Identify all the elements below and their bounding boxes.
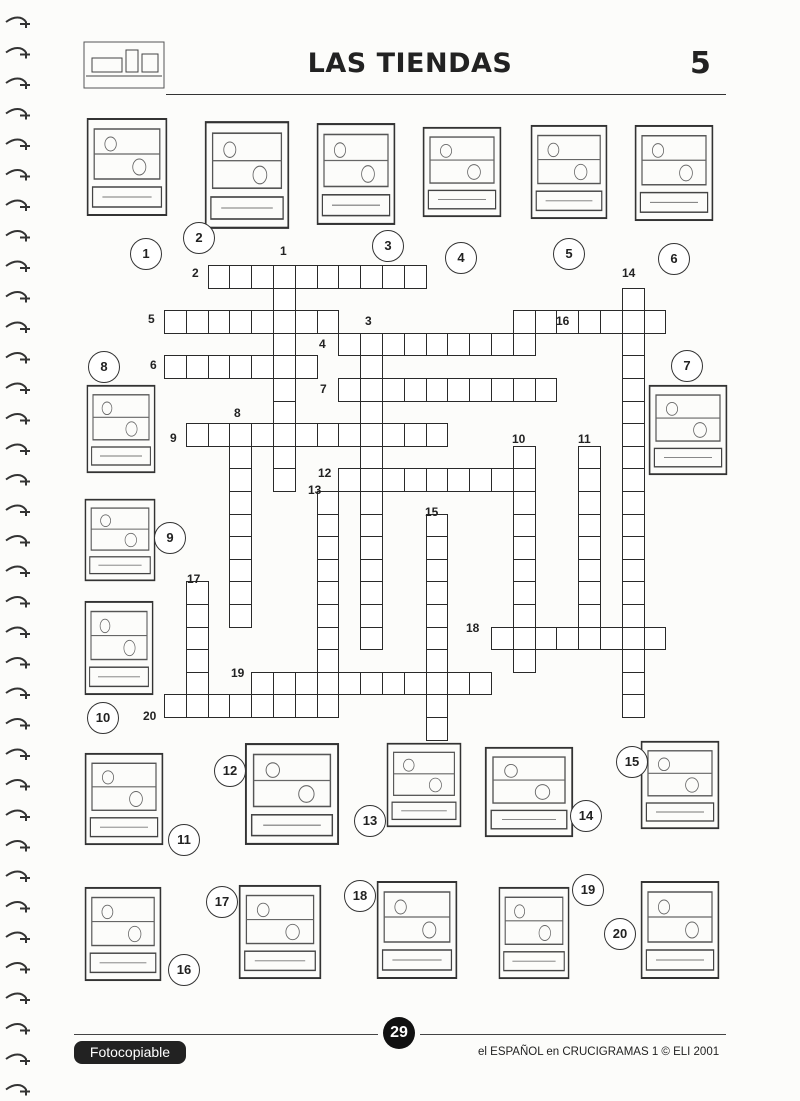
page-title: LAS TIENDAS <box>307 48 513 79</box>
crossword-cell[interactable] <box>229 604 252 628</box>
crossword-cell[interactable] <box>513 649 536 673</box>
crossword-cell[interactable] <box>513 581 536 605</box>
crossword-cell[interactable] <box>229 265 252 289</box>
shop-illustration-13 <box>386 742 462 828</box>
crossword-cell[interactable] <box>513 378 536 402</box>
crossword-cell[interactable] <box>491 333 514 357</box>
crossword-cell[interactable] <box>622 672 645 696</box>
clue-number: 3 <box>365 314 372 328</box>
clue-number: 13 <box>308 483 322 497</box>
crossword-cell[interactable] <box>317 559 340 583</box>
crossword-cell[interactable] <box>273 265 296 289</box>
clue-number: 19 <box>231 666 245 680</box>
crossword-cell[interactable] <box>295 694 318 718</box>
crossword-cell[interactable] <box>273 672 296 696</box>
crossword-cell[interactable] <box>317 672 340 696</box>
crossword-cell[interactable] <box>317 694 340 718</box>
crossword-cell[interactable] <box>535 378 558 402</box>
crossword-cell[interactable] <box>360 355 383 379</box>
clue-number: 17 <box>187 572 201 586</box>
crossword-cell[interactable] <box>251 310 274 334</box>
crossword-cell[interactable] <box>491 468 514 492</box>
shop-illustration-20 <box>640 880 720 980</box>
crossword-cell[interactable] <box>186 604 209 628</box>
crossword-cell[interactable] <box>360 514 383 538</box>
crossword-cell[interactable] <box>622 559 645 583</box>
clue-number: 4 <box>319 337 326 351</box>
picture-number-badge: 12 <box>214 755 246 787</box>
crossword-cell[interactable] <box>426 627 449 651</box>
shop-illustration-11 <box>84 752 164 846</box>
crossword-cell[interactable] <box>426 423 449 447</box>
crossword-cell[interactable] <box>360 536 383 560</box>
crossword-cell[interactable] <box>622 446 645 470</box>
crossword-cell[interactable] <box>469 378 492 402</box>
crossword-cell[interactable] <box>491 627 514 651</box>
clue-number: 9 <box>170 431 177 445</box>
unit-number: 5 <box>690 46 711 81</box>
crossword-cell[interactable] <box>295 423 318 447</box>
crossword-cell[interactable] <box>513 333 536 357</box>
crossword-cell[interactable] <box>535 627 558 651</box>
picture-number-badge: 16 <box>168 954 200 986</box>
crossword-cell[interactable] <box>644 310 667 334</box>
crossword-cell[interactable] <box>578 559 601 583</box>
crossword-cell[interactable] <box>404 265 427 289</box>
crossword-cell[interactable] <box>251 672 274 696</box>
crossword-cell[interactable] <box>273 401 296 425</box>
crossword-cell[interactable] <box>360 672 383 696</box>
crossword-cell[interactable] <box>622 378 645 402</box>
crossword-cell[interactable] <box>273 333 296 357</box>
crossword-cell[interactable] <box>513 446 536 470</box>
crossword-cell[interactable] <box>317 423 340 447</box>
crossword-cell[interactable] <box>622 288 645 312</box>
crossword-cell[interactable] <box>513 491 536 515</box>
shop-illustration-19 <box>498 886 570 980</box>
crossword-cell[interactable] <box>469 672 492 696</box>
crossword-cell[interactable] <box>317 581 340 605</box>
crossword-cell[interactable] <box>360 265 383 289</box>
shop-illustration-14 <box>484 746 574 838</box>
crossword-cell[interactable] <box>426 717 449 741</box>
crossword-cell[interactable] <box>622 468 645 492</box>
crossword-cell[interactable] <box>578 468 601 492</box>
crossword-cell[interactable] <box>251 423 274 447</box>
crossword-cell[interactable] <box>622 604 645 628</box>
picture-number-badge: 17 <box>206 886 238 918</box>
page-number: 29 <box>383 1017 415 1049</box>
crossword-cell[interactable] <box>447 378 470 402</box>
crossword-cell[interactable] <box>426 378 449 402</box>
clue-number: 18 <box>466 621 480 635</box>
picture-number-badge: 8 <box>88 351 120 383</box>
crossword-cell[interactable] <box>426 333 449 357</box>
shop-illustration-3 <box>316 122 396 226</box>
crossword-cell[interactable] <box>578 536 601 560</box>
crossword-cell[interactable] <box>426 672 449 696</box>
crossword-cell[interactable] <box>382 672 405 696</box>
picture-number-badge: 20 <box>604 918 636 950</box>
crossword-cell[interactable] <box>382 378 405 402</box>
crossword-cell[interactable] <box>317 310 340 334</box>
crossword-cell[interactable] <box>513 627 536 651</box>
clue-number: 16 <box>556 314 570 328</box>
shop-illustration-2 <box>204 120 290 230</box>
clue-number: 20 <box>143 709 157 723</box>
crossword-cell[interactable] <box>535 310 558 334</box>
crossword-cell[interactable] <box>229 581 252 605</box>
crossword-cell[interactable] <box>273 310 296 334</box>
crossword-cell[interactable] <box>229 694 252 718</box>
crossword-cell[interactable] <box>622 401 645 425</box>
crossword-cell[interactable] <box>208 694 231 718</box>
crossword-cell[interactable] <box>426 604 449 628</box>
crossword-cell[interactable] <box>164 355 187 379</box>
crossword-cell[interactable] <box>622 491 645 515</box>
crossword-cell[interactable] <box>229 310 252 334</box>
crossword-cell[interactable] <box>186 627 209 651</box>
crossword-cell[interactable] <box>229 355 252 379</box>
shop-illustration-1 <box>86 117 168 217</box>
crossword-cell[interactable] <box>622 627 645 651</box>
clue-number: 15 <box>425 505 439 519</box>
footer-rule-left <box>74 1034 378 1035</box>
crossword-cell[interactable] <box>360 333 383 357</box>
crossword-cell[interactable] <box>229 536 252 560</box>
clue-number: 7 <box>320 382 327 396</box>
clue-number: 14 <box>622 266 636 280</box>
clue-number: 10 <box>512 432 526 446</box>
crossword-cell[interactable] <box>251 265 274 289</box>
photocopiable-badge: Fotocopiable <box>74 1041 186 1064</box>
crossword-cell[interactable] <box>208 423 231 447</box>
crossword-cell[interactable] <box>578 514 601 538</box>
clue-number: 12 <box>318 466 332 480</box>
clue-number: 2 <box>192 266 199 280</box>
crossword-cell[interactable] <box>360 491 383 515</box>
picture-number-badge: 13 <box>354 805 386 837</box>
crossword-cell[interactable] <box>513 514 536 538</box>
crossword-cell[interactable] <box>317 265 340 289</box>
crossword-cell[interactable] <box>360 604 383 628</box>
crossword-cell[interactable] <box>251 355 274 379</box>
crossword-cell[interactable] <box>622 694 645 718</box>
crossword-cell[interactable] <box>513 536 536 560</box>
shop-illustration-10 <box>84 600 154 696</box>
crossword-cell[interactable] <box>491 378 514 402</box>
crossword-cell[interactable] <box>317 627 340 651</box>
shop-illustration-9 <box>84 498 156 582</box>
shop-illustration-12 <box>244 742 340 846</box>
crossword-cell[interactable] <box>426 536 449 560</box>
header-shop-illustration <box>82 40 166 90</box>
shop-illustration-7 <box>648 384 728 476</box>
shop-illustration-5 <box>530 124 608 220</box>
crossword-cell[interactable] <box>273 468 296 492</box>
crossword-cell[interactable] <box>164 310 187 334</box>
crossword-cell[interactable] <box>622 355 645 379</box>
crossword-cell[interactable] <box>317 536 340 560</box>
crossword-cell[interactable] <box>360 581 383 605</box>
crossword-cell[interactable] <box>426 468 449 492</box>
crossword-cell[interactable] <box>469 333 492 357</box>
crossword-cell[interactable] <box>317 514 340 538</box>
crossword-cell[interactable] <box>513 559 536 583</box>
crossword-cell[interactable] <box>273 694 296 718</box>
picture-number-badge: 2 <box>183 222 215 254</box>
crossword-cell[interactable] <box>404 468 427 492</box>
crossword-cell[interactable] <box>273 446 296 470</box>
crossword-cell[interactable] <box>338 378 361 402</box>
crossword-cell[interactable] <box>273 423 296 447</box>
crossword-cell[interactable] <box>578 446 601 470</box>
crossword-cell[interactable] <box>426 559 449 583</box>
crossword-cell[interactable] <box>229 491 252 515</box>
crossword-cell[interactable] <box>622 514 645 538</box>
crossword-cell[interactable] <box>404 423 427 447</box>
shop-illustration-15 <box>640 740 720 830</box>
shop-illustration-18 <box>376 880 458 980</box>
credit-line: el ESPAÑOL en CRUCIGRAMAS 1 © ELI 2001 <box>478 1046 720 1058</box>
crossword-cell[interactable] <box>447 468 470 492</box>
crossword-cell[interactable] <box>360 401 383 425</box>
picture-number-badge: 5 <box>553 238 585 270</box>
crossword-cell[interactable] <box>338 423 361 447</box>
crossword-cell[interactable] <box>186 423 209 447</box>
crossword-cell[interactable] <box>622 581 645 605</box>
clue-number: 1 <box>280 244 287 258</box>
crossword-cell[interactable] <box>317 649 340 673</box>
picture-number-badge: 18 <box>344 880 376 912</box>
crossword-cell[interactable] <box>447 672 470 696</box>
crossword-cell[interactable] <box>338 265 361 289</box>
crossword-cell[interactable] <box>273 288 296 312</box>
crossword-cell[interactable] <box>295 355 318 379</box>
crossword-cell[interactable] <box>578 627 601 651</box>
picture-number-badge: 1 <box>130 238 162 270</box>
crossword-cell[interactable] <box>229 423 252 447</box>
crossword-cell[interactable] <box>295 265 318 289</box>
crossword-cell[interactable] <box>338 333 361 357</box>
clue-number: 8 <box>234 406 241 420</box>
crossword-cell[interactable] <box>404 672 427 696</box>
header-rule <box>166 94 726 95</box>
crossword-cell[interactable] <box>273 355 296 379</box>
crossword-cell[interactable] <box>578 310 601 334</box>
crossword-cell[interactable] <box>578 581 601 605</box>
crossword-cell[interactable] <box>622 310 645 334</box>
crossword-cell[interactable] <box>208 355 231 379</box>
crossword-cell[interactable] <box>578 491 601 515</box>
picture-number-badge: 3 <box>372 230 404 262</box>
crossword-cell[interactable] <box>513 468 536 492</box>
crossword-cell[interactable] <box>600 627 623 651</box>
crossword-cell[interactable] <box>600 310 623 334</box>
crossword-cell[interactable] <box>404 378 427 402</box>
crossword-cell[interactable] <box>360 423 383 447</box>
crossword-cell[interactable] <box>360 378 383 402</box>
crossword-cell[interactable] <box>229 468 252 492</box>
picture-number-badge: 19 <box>572 874 604 906</box>
crossword-cell[interactable] <box>426 694 449 718</box>
crossword-cell[interactable] <box>382 468 405 492</box>
crossword-cell[interactable] <box>426 649 449 673</box>
crossword-cell[interactable] <box>469 468 492 492</box>
crossword-cell[interactable] <box>317 604 340 628</box>
crossword-cell[interactable] <box>360 559 383 583</box>
picture-number-badge: 15 <box>616 746 648 778</box>
shop-illustration-17 <box>238 884 322 980</box>
crossword-cell[interactable] <box>360 468 383 492</box>
clue-number: 11 <box>578 432 591 446</box>
picture-number-badge: 10 <box>87 702 119 734</box>
picture-number-badge: 6 <box>658 243 690 275</box>
clue-number: 5 <box>148 312 155 326</box>
shop-illustration-4 <box>422 126 502 218</box>
crossword-cell[interactable] <box>622 536 645 560</box>
crossword-cell[interactable] <box>229 446 252 470</box>
crossword-cell[interactable] <box>360 446 383 470</box>
clue-number: 6 <box>150 358 157 372</box>
crossword-cell[interactable] <box>338 672 361 696</box>
picture-number-badge: 14 <box>570 800 602 832</box>
crossword-cell[interactable] <box>426 581 449 605</box>
crossword-cell[interactable] <box>273 378 296 402</box>
picture-number-badge: 11 <box>168 824 200 856</box>
picture-number-badge: 7 <box>671 350 703 382</box>
shop-illustration-16 <box>84 886 162 982</box>
crossword-cell[interactable] <box>360 627 383 651</box>
crossword-cell[interactable] <box>513 604 536 628</box>
crossword-cell[interactable] <box>229 514 252 538</box>
crossword-cell[interactable] <box>513 310 536 334</box>
crossword-cell[interactable] <box>164 694 187 718</box>
crossword-cell[interactable] <box>622 333 645 357</box>
crossword-cell[interactable] <box>186 649 209 673</box>
crossword-cell[interactable] <box>447 333 470 357</box>
crossword-cell[interactable] <box>186 672 209 696</box>
crossword-cell[interactable] <box>644 627 667 651</box>
crossword-cell[interactable] <box>404 333 427 357</box>
crossword-cell[interactable] <box>382 333 405 357</box>
shop-illustration-8 <box>86 384 156 474</box>
crossword-cell[interactable] <box>578 604 601 628</box>
crossword-cell[interactable] <box>295 310 318 334</box>
picture-number-badge: 9 <box>154 522 186 554</box>
crossword-cell[interactable] <box>338 468 361 492</box>
crossword-cell[interactable] <box>251 694 274 718</box>
crossword-cell[interactable] <box>622 423 645 447</box>
crossword-cell[interactable] <box>622 649 645 673</box>
crossword-cell[interactable] <box>186 310 209 334</box>
crossword-cell[interactable] <box>229 559 252 583</box>
picture-number-badge: 4 <box>445 242 477 274</box>
crossword-cell[interactable] <box>186 355 209 379</box>
crossword-cell[interactable] <box>208 310 231 334</box>
shop-illustration-6 <box>634 124 714 222</box>
spiral-binding <box>0 0 44 1101</box>
crossword-cell[interactable] <box>382 423 405 447</box>
crossword-cell[interactable] <box>208 265 231 289</box>
crossword-cell[interactable] <box>295 672 318 696</box>
crossword-cell[interactable] <box>556 627 579 651</box>
footer-rule-right <box>420 1034 726 1035</box>
crossword-cell[interactable] <box>382 265 405 289</box>
crossword-cell[interactable] <box>186 694 209 718</box>
